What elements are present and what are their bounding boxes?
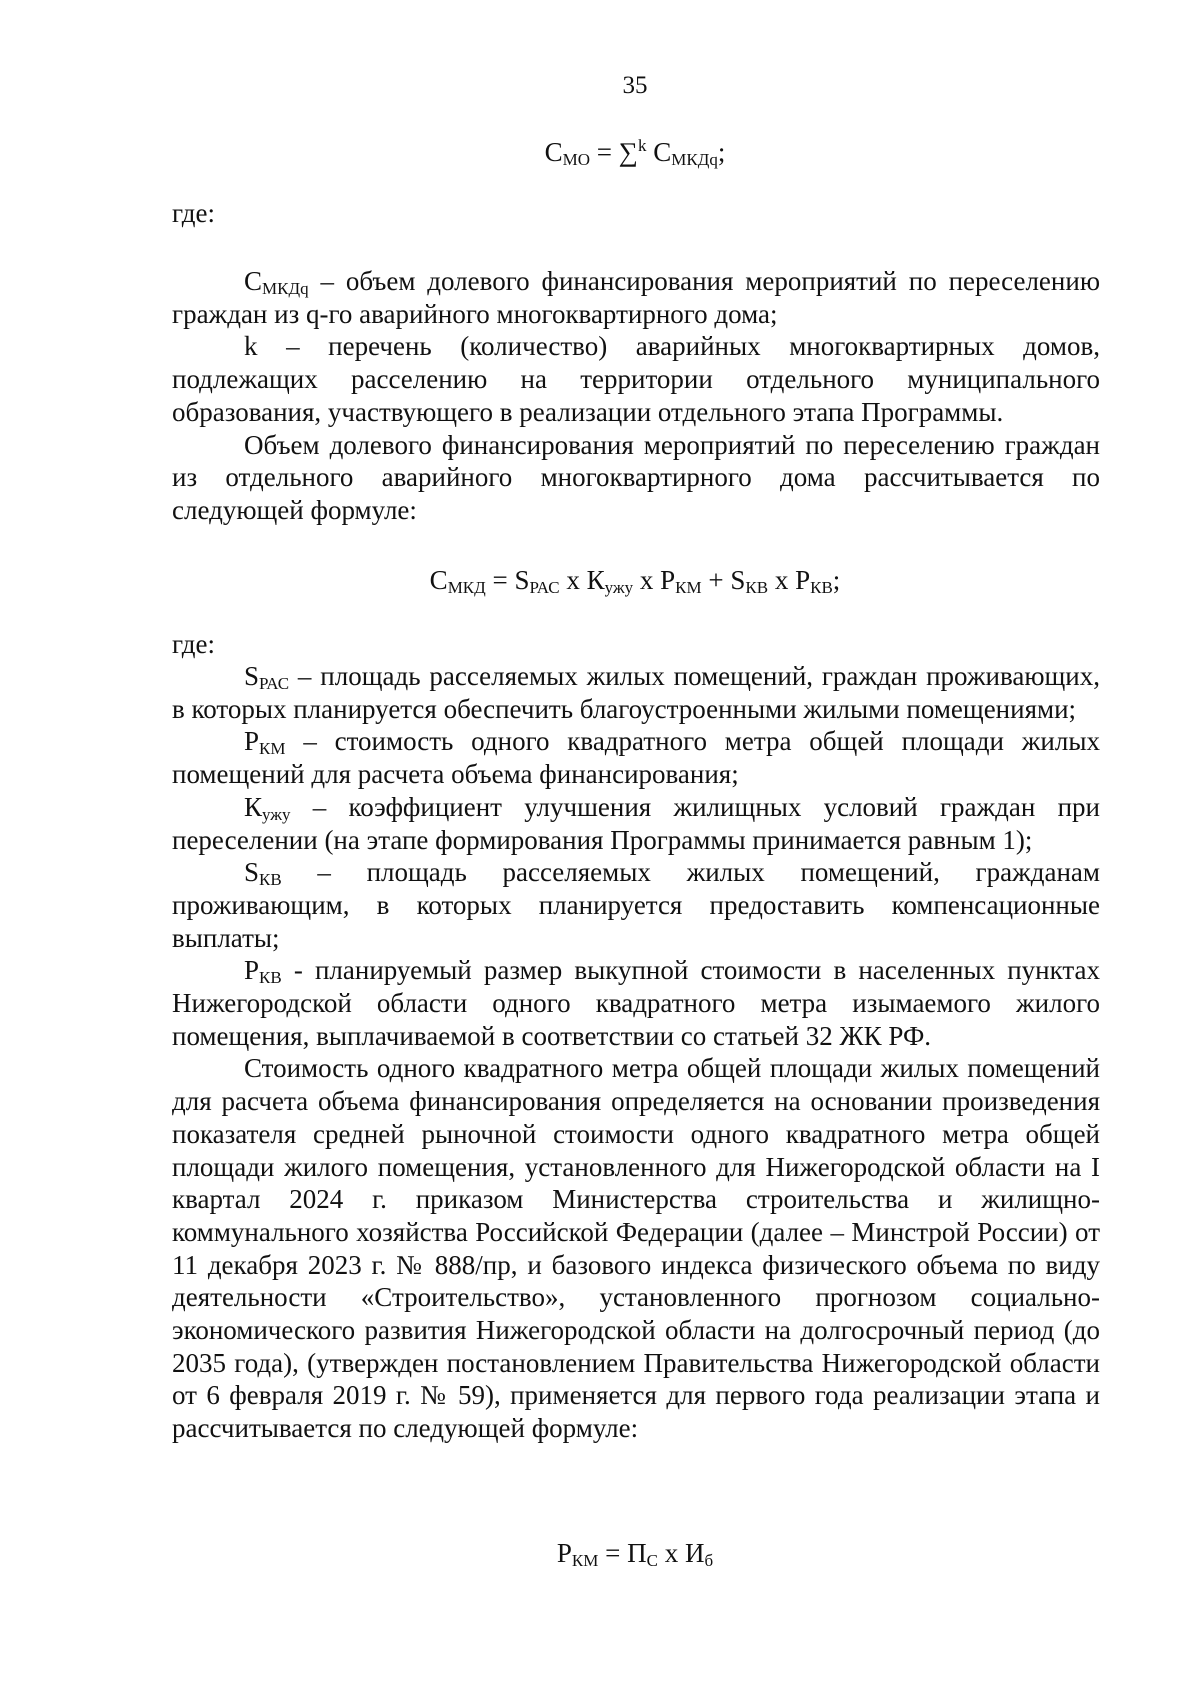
definition-spac: $S_{РАС}$ – площадь расселяемых жилых помещений, граждан проживающих, в которых планируется обеспечить благоустроенными жилыми помещениями; xyxy=(172,661,1100,724)
definition-skv: $S_{КВ}$ – площадь расселяемых жилых помещений, гражданам проживающим, в которых планируется предоставить компенсационные выплаты; xyxy=(172,857,1100,953)
definition-pkv: $Р_{КВ}$ - планируемый размер выкупной стоимости в населенных пунктах Нижегородской области одного квадратного метра изымаемого жилого помещения, выплачиваемой в соответствии со статьей 32 ЖК РФ. xyxy=(172,955,1100,1051)
where-label-2: где: xyxy=(172,629,215,659)
paragraph-cost-calculation: Стоимость одного квадратного метра общей площади жилых помещений для расчета объема финансирования определяется на основании произведения показателя средней рыночной стоимости одного квадратного метра общей площади жилого помещения, установленного для Нижегородской области на I квартал 2024 г. приказом Министерства строительства и жилищно-коммунального хозяйства Российской Федерации (далее – Минстрой России) от 11 декабря 2023 г. № 888/пр, и базового индекса физического объема по виду деятельности «Строительство», установленного прогнозом социально-экономического развития Нижегородской области на долгосрочный период (до 2035 года), (утвержден постановлением Правительства Нижегородской области от 6 февраля 2019 г. № 59), применяется для первого года реализации этапа и рассчитывается по следующей формуле: xyxy=(172,1053,1100,1444)
formula-pkm: $Р_{КМ} = П_С$ x $И_б$ xyxy=(556,1538,714,1570)
paragraph-formula-intro: Объем долевого финансирования мероприятий по переселению граждан из отдельного аварийного многоквартирного дома рассчитывается по следующей формуле: xyxy=(172,429,1100,525)
formula-smo: $С_{МО} = \sum^k$ $С_{МКДq}$; xyxy=(544,136,726,169)
definitions-block-1 xyxy=(172,265,1100,527)
definition-smkdq: $С_{МКДq}$ – объем долевого финансирования мероприятий по переселению граждан из q-го аварийного многоквартирного дома; xyxy=(172,266,1100,329)
definition-kuzhu: $К_{ужу}$ – коэффициент улучшения жилищных условий граждан при переселении (на этапе формирования Программы принимается равным 1); xyxy=(172,791,1100,855)
definition-pkm: $Р_{КМ}$ – стоимость одного квадратного метра общей площади жилых помещений для расчета объема финансирования; xyxy=(172,726,1100,790)
definition-k: k – перечень (количество) аварийных многоквартирных домов, подлежащих расселению на территории отдельного муниципального образования, участвующего в реализации отдельного этапа Программы. xyxy=(172,331,1100,427)
where-label-1: где: xyxy=(172,198,215,228)
formula-smkd: $С_{МКД} = S_{РАС}$ x $К_{ужу}$ x $Р_{КМ} + S_{КВ}$ x $Р_{КВ}$; xyxy=(429,565,841,597)
definitions-block-2 xyxy=(172,660,1100,1445)
page-number: 35 xyxy=(622,72,648,99)
